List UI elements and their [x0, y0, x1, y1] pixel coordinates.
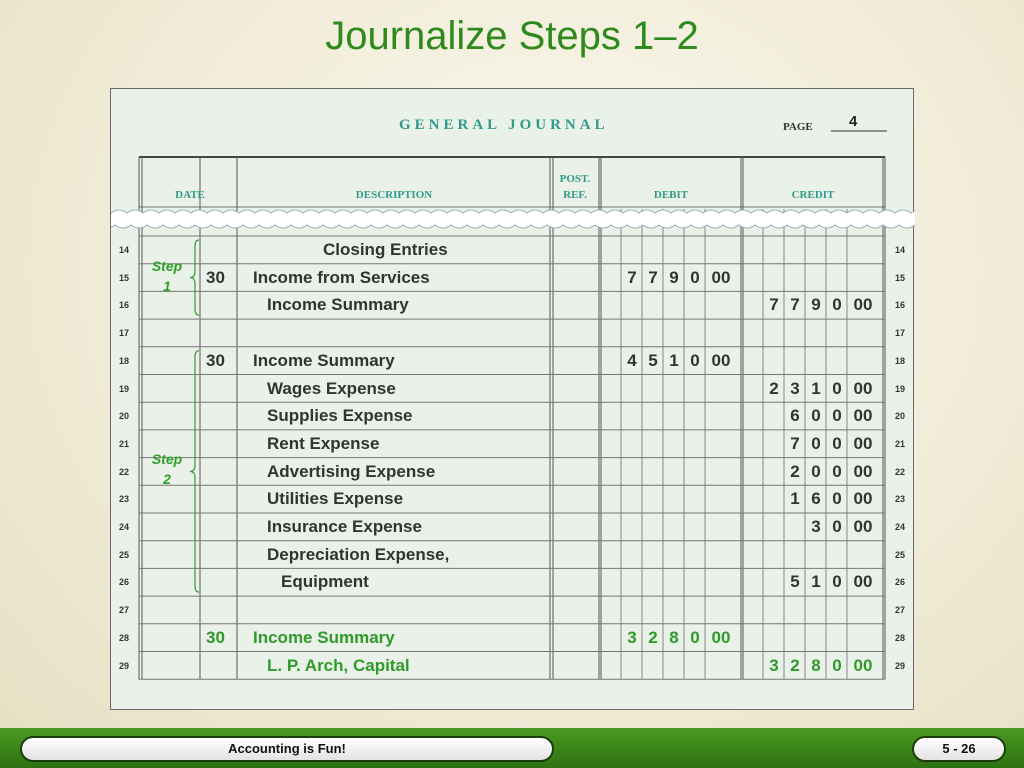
- line-number-left: 26: [118, 577, 129, 588]
- line-number-right: 26: [894, 577, 905, 588]
- line-number-left: 15: [118, 272, 129, 283]
- line-number-right: 19: [894, 383, 905, 394]
- journal-title: GENERAL JOURNAL: [399, 117, 609, 133]
- header-credit: CREDIT: [791, 189, 835, 201]
- credit-amount-digit: 0: [832, 406, 842, 426]
- line-number-right: 20: [894, 411, 905, 422]
- step-label: Step: [151, 451, 183, 468]
- entry-description: Income from Services: [253, 267, 430, 287]
- debit-amount-digit: 3: [627, 627, 637, 647]
- line-number-right: 15: [894, 272, 905, 283]
- credit-amount-digit: 0: [811, 461, 821, 481]
- step-label: Step: [151, 257, 183, 274]
- line-number-right: 25: [894, 549, 905, 560]
- line-number-left: 21: [118, 438, 129, 449]
- entry-description: Income Summary: [253, 627, 395, 647]
- credit-amount-digit: 0: [832, 433, 842, 453]
- credit-amount-digit: 0: [832, 489, 842, 509]
- debit-amount-digit: 5: [648, 350, 658, 370]
- credit-amount-digit: 3: [769, 655, 779, 675]
- credit-amount-cents: 00: [853, 378, 873, 398]
- debit-amount-digit: 4: [627, 350, 637, 370]
- credit-amount-digit: 8: [811, 655, 821, 675]
- line-number-left: 14: [118, 245, 129, 255]
- line-number-right: 24: [894, 522, 905, 532]
- debit-amount-digit: 7: [648, 267, 658, 287]
- header-description: DESCRIPTION: [355, 189, 433, 201]
- credit-amount-cents: 00: [853, 406, 873, 426]
- debit-amount-cents: 00: [711, 267, 731, 287]
- credit-amount-cents: 00: [853, 461, 873, 481]
- debit-amount-digit: 9: [669, 267, 679, 287]
- credit-amount-digit: 0: [832, 378, 842, 398]
- credit-amount-cents: 00: [853, 489, 873, 509]
- credit-amount-cents: 00: [853, 572, 873, 592]
- credit-amount-cents: 00: [853, 433, 873, 453]
- step-number: 2: [163, 471, 171, 488]
- credit-amount-digit: 1: [811, 378, 821, 398]
- entry-description: Income Summary: [267, 295, 409, 315]
- debit-amount-digit: 0: [690, 627, 700, 647]
- line-number-left: 27: [118, 605, 129, 616]
- credit-amount-digit: 2: [790, 655, 800, 675]
- credit-amount-digit: 0: [811, 433, 821, 453]
- debit-amount-cents: 00: [711, 627, 731, 647]
- entry-description: Supplies Expense: [267, 406, 413, 426]
- step-number: 1: [163, 277, 171, 294]
- line-number-left: 20: [118, 411, 129, 422]
- entry-description: Equipment: [281, 572, 369, 592]
- entry-date: 30: [206, 267, 225, 287]
- debit-amount-digit: 0: [690, 267, 700, 287]
- entry-description: Income Summary: [253, 350, 395, 370]
- entry-description: L. P. Arch, Capital: [267, 655, 410, 675]
- entry-date: 30: [206, 350, 225, 370]
- entry-description: Closing Entries: [323, 240, 448, 259]
- entry-description: Insurance Expense: [267, 517, 422, 536]
- credit-amount-digit: 0: [832, 655, 842, 675]
- page-label: PAGE: [783, 121, 813, 133]
- credit-amount-digit: 7: [769, 295, 779, 315]
- credit-amount-cents: 00: [853, 517, 873, 536]
- header-post-ref: POST. REF.: [559, 173, 591, 201]
- torn-page-edge: [111, 210, 915, 228]
- step-brace: [190, 240, 199, 315]
- credit-amount-digit: 6: [811, 489, 821, 509]
- credit-amount-digit: 0: [832, 572, 842, 592]
- credit-amount-digit: 1: [811, 572, 821, 592]
- credit-amount-digit: 0: [832, 517, 842, 536]
- entry-description: Rent Expense: [267, 433, 380, 453]
- line-number-right: 29: [894, 660, 905, 671]
- debit-amount-digit: 7: [627, 267, 637, 287]
- slide-title: Journalize Steps 1–2: [325, 14, 699, 58]
- credit-amount-digit: 7: [790, 433, 800, 453]
- footer-title-pill: Accounting is Fun!: [20, 736, 554, 762]
- line-number-right: 18: [894, 355, 905, 366]
- entry-description: Advertising Expense: [267, 461, 436, 481]
- line-number-left: 29: [118, 660, 129, 671]
- line-number-right: 23: [894, 494, 905, 505]
- credit-amount-digit: 0: [832, 295, 842, 315]
- credit-amount-cents: 00: [853, 655, 873, 675]
- credit-amount-digit: 7: [790, 295, 800, 315]
- debit-amount-digit: 0: [690, 350, 700, 370]
- credit-amount-digit: 2: [769, 378, 779, 398]
- debit-amount-digit: 1: [669, 350, 679, 370]
- debit-amount-cents: 00: [711, 350, 731, 370]
- credit-amount-digit: 0: [832, 461, 842, 481]
- general-journal: [110, 88, 914, 710]
- entry-description: Utilities Expense: [267, 489, 404, 509]
- line-number-right: 17: [894, 328, 905, 339]
- credit-amount-digit: 3: [811, 517, 821, 536]
- credit-amount-digit: 6: [790, 406, 800, 426]
- line-number-left: 17: [118, 328, 129, 339]
- line-number-left: 22: [118, 466, 129, 477]
- line-number-right: 16: [894, 300, 905, 311]
- debit-amount-digit: 8: [669, 627, 679, 647]
- credit-amount-digit: 1: [790, 489, 800, 509]
- debit-amount-digit: 2: [648, 627, 658, 647]
- line-number-right: 28: [894, 632, 905, 643]
- credit-amount-cents: 00: [853, 295, 873, 315]
- line-number-right: 22: [894, 466, 905, 477]
- line-number-right: 14: [894, 245, 905, 255]
- line-number-left: 25: [118, 549, 129, 560]
- entry-date: 30: [206, 627, 225, 647]
- line-number-left: 19: [118, 383, 129, 394]
- credit-amount-digit: 5: [790, 572, 800, 592]
- line-number-right: 27: [894, 605, 905, 616]
- line-number-left: 28: [118, 632, 129, 643]
- header-debit: DEBIT: [653, 189, 689, 201]
- credit-amount-digit: 0: [811, 406, 821, 426]
- slide-number-pill: 5 - 26: [912, 736, 1006, 762]
- line-number-right: 21: [894, 438, 905, 449]
- credit-amount-digit: 2: [790, 461, 800, 481]
- credit-amount-digit: 3: [790, 378, 800, 398]
- entry-description: Wages Expense: [267, 378, 396, 398]
- line-number-left: 23: [118, 494, 129, 505]
- page-number: 4: [849, 113, 858, 130]
- line-number-left: 16: [118, 300, 129, 311]
- line-number-left: 24: [118, 522, 129, 532]
- step-brace: [190, 351, 199, 592]
- header-date: DATE: [175, 189, 205, 201]
- line-number-left: 18: [118, 355, 129, 366]
- entry-description: Depreciation Expense,: [267, 544, 450, 564]
- credit-amount-digit: 9: [811, 295, 821, 315]
